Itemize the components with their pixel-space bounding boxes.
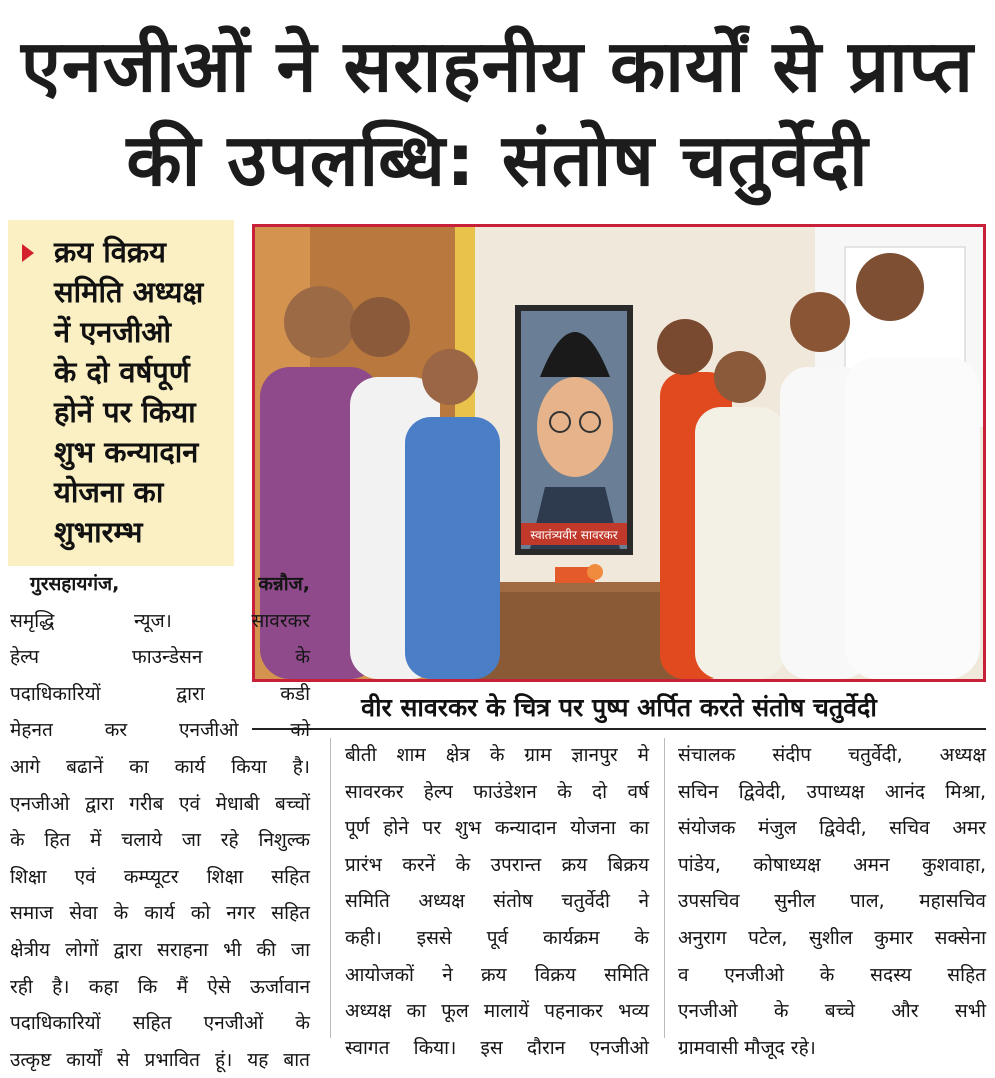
photo-caption: वीर सावरकर के चित्र पर पुष्प अर्पित करते संतोष चतुर्वेदी [361, 693, 877, 722]
article-column-3 [678, 737, 986, 1066]
article-line: के हित में चलाये जा रहे निशुल्क [10, 829, 310, 852]
article-line: उपसचिव सुनील पाल, महासचिव [678, 890, 986, 913]
article-line: समिति अध्यक्ष संतोष चतुर्वेदी ने [345, 890, 649, 913]
triangle-bullet-icon [22, 244, 34, 262]
article-line: हेल्प फाउन्डेसन के [10, 646, 310, 669]
article-line: संचालक संदीप चतुर्वेदी, अध्यक्ष [678, 744, 986, 766]
article-line: अनुराग पटेल, सुशील कुमार सक्सेना [678, 926, 986, 949]
article-line: रही है। कहा कि मैं ऐसे ऊर्जावान [10, 975, 310, 998]
article-line: अध्यक्ष का फूल मालायें पहनाकर भव्य [345, 1000, 649, 1023]
article-line: बीती शाम क्षेत्र के ग्राम ज्ञानपुर मे [345, 744, 649, 766]
headline-line-2: की उपलब्धि: संतोष चतुर्वेदी [126, 118, 869, 202]
savarkar-portrait [515, 305, 633, 555]
article-line: व एनजीओ के सदस्य सहित [678, 963, 986, 986]
article-column-2 [345, 737, 649, 1066]
article-line: सचिन द्विवेदी, उपाध्यक्ष आनंद मिश्रा, [678, 780, 986, 803]
article-line: आगे बढानें का कार्य किया है। [10, 755, 310, 778]
article-line: एनजीओ के बच्चे और सभी [678, 1000, 986, 1023]
highlight-line: शुभारम्भ [54, 515, 143, 549]
article-line: पूर्ण होने पर शुभ कन्यादान योजना का [345, 817, 649, 840]
article-line: मेहनत कर एनजीओ को [10, 719, 310, 742]
caption-rule [252, 728, 986, 730]
highlight-line: योजना का [54, 475, 164, 509]
article-line: एनजीओ द्वारा गरीब एवं मेधाबी बच्चों [10, 792, 310, 815]
article-line: कही। इससे पूर्व कार्यक्रम के [345, 926, 649, 949]
article-line: संयोजक मंजुल द्विवेदी, सचिव अमर [678, 817, 986, 840]
article-line: पदाधिकारियों सहित एनजीओं के [10, 1012, 310, 1035]
highlight-line: होनें पर किया [54, 395, 196, 429]
article-line: सावरकर हेल्प फाउंडेशन के दो वर्ष [345, 780, 649, 803]
highlight-box [8, 220, 234, 566]
article-line: पदाधिकारियों द्वारा कडी [10, 682, 310, 705]
news-photo [252, 224, 986, 682]
article-line: पांडेय, कोषाध्यक्ष अमन कुशवाहा, [678, 853, 986, 876]
highlight-line: के दो वर्षपूर्ण [54, 355, 190, 389]
highlight-text [54, 232, 226, 552]
portrait-label: स्वातंत्र्यवीर सावरकर [530, 528, 618, 542]
column-divider [330, 738, 331, 1038]
article-line: प्रारंभ करनें के उपरान्त क्रय बिक्रय [345, 853, 649, 876]
highlight-line: शुभ कन्यादान [54, 435, 199, 469]
article-line: समृद्धि न्यूज। सावरकर [10, 609, 310, 632]
headline-line-1: एनजीओं ने सराहनीय कार्यों से प्राप्त [21, 24, 974, 108]
highlight-line: नें एनजीओ [54, 315, 172, 349]
article-column-1 [10, 566, 310, 1078]
article-line: गुरसहायगंज, कन्नौज, [30, 573, 310, 595]
photo-illustration [255, 227, 983, 679]
column-divider [664, 738, 665, 1038]
article-line: शिक्षा एवं कम्प्यूटर शिक्षा सहित [10, 865, 310, 888]
article-line: आयोजकों ने क्रय विक्रय समिति [345, 963, 649, 986]
article-line: स्वागत किया। इस दौरान एनजीओ [345, 1036, 649, 1059]
article-line: क्षेत्रीय लोगों द्वारा सराहना भी की जा [10, 938, 310, 961]
highlight-line: क्रय विक्रय [54, 235, 166, 269]
article-line: उत्कृष्ट कार्यों से प्रभावित हूं। यह बात [10, 1048, 310, 1071]
article-line: समाज सेवा के कार्य को नगर सहित [10, 902, 310, 925]
highlight-line: समिति अध्यक्ष [54, 275, 204, 309]
article-line: ग्रामवासी मौजूद रहे। [678, 1036, 816, 1059]
